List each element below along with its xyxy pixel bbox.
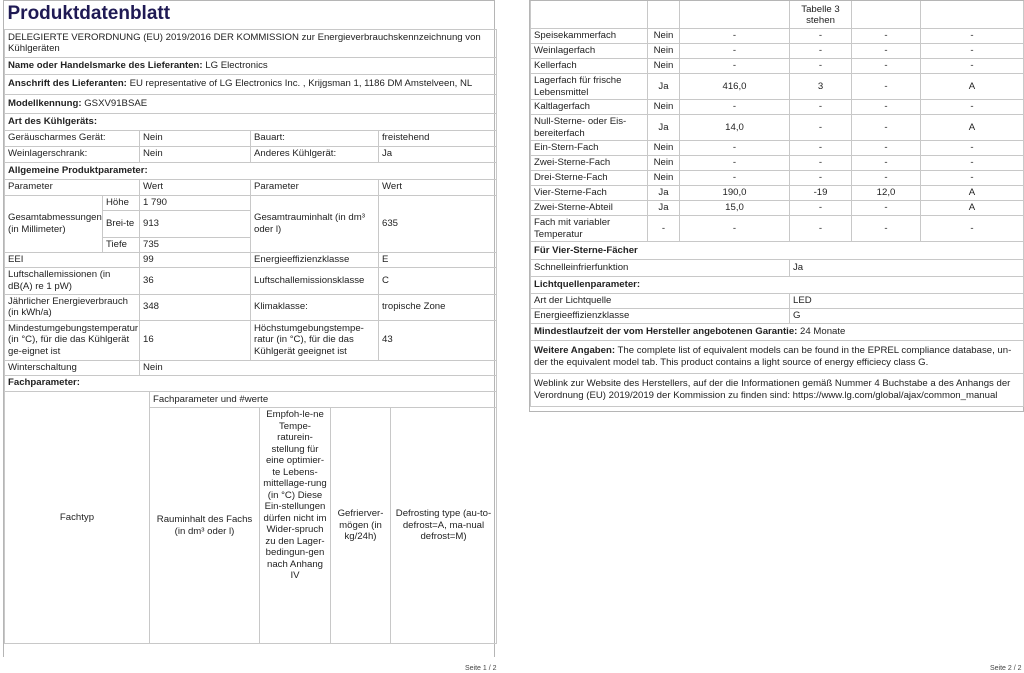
compartment-volume-header: Rauminhalt des Fachs (in dm³ oder l) (150, 408, 260, 644)
compartment-volume: - (680, 171, 790, 186)
width-label: Brei-te (103, 210, 140, 237)
compartment-present: Nein (648, 156, 680, 171)
compartment-row (531, 115, 1024, 141)
page-2-frame (529, 0, 1024, 412)
compartment-row (531, 171, 1024, 186)
compartment-present: Ja (648, 74, 680, 100)
guarantee-label: Mindestlaufzeit der vom Hersteller angebotenen Garantie: (534, 325, 798, 337)
compartment-rows-table (530, 29, 1024, 243)
light-class-label: Energieeffizienzklasse (531, 308, 790, 323)
compartment-volume: - (680, 100, 790, 115)
param-label: Mindestumgebungstemperatur (in °C), für die das Kühlgerät ge-eignet ist (5, 320, 140, 360)
guarantee-row (531, 323, 1024, 340)
supplier-address: EU representative of LG Electronics Inc. , Krijgsman 1, 1186 DM Amstelveen, NL (129, 78, 473, 90)
compartment-row (531, 100, 1024, 115)
model-label: Modellkennung: (8, 97, 82, 109)
compartment-volume: - (680, 59, 790, 74)
compartment-type: Weinlagerfach (531, 44, 648, 59)
compartment-volume: - (680, 156, 790, 171)
compartment-header-table (4, 392, 497, 645)
param-value: 16 (140, 320, 251, 360)
compartment-defrost: - (921, 29, 1024, 44)
compartment-freeze: - (852, 171, 921, 186)
total-volume-label: Gesamtrauminhalt (in dm³ oder l) (251, 195, 379, 252)
compartment-temp: - (790, 59, 852, 74)
compartment-freeze: 12,0 (852, 186, 921, 201)
compartment-temp: - (790, 100, 852, 115)
page-title: Produktdatenblatt (5, 1, 497, 29)
compartment-freeze: - (852, 216, 921, 242)
further-info-text: The complete list of equivalent models can be found in the EPREL compliance database, un-der the equivalent model tab. This product contains a light source of energy efficiecy class G. (534, 345, 1012, 368)
compartment-params-header: Fachparameter und #werte (150, 392, 497, 408)
compartment-present: Nein (648, 100, 680, 115)
param-row (5, 320, 497, 360)
compartment-type: Drei-Sterne-Fach (531, 171, 648, 186)
param-label: Luftschallemissionen (in dB(A) re 1 pW) (5, 267, 140, 294)
guarantee-value: 24 Monate (800, 325, 846, 337)
param-label: Höchstumgebungstempe-ratur (in °C), für die das Kühlgerät geeignet ist (251, 320, 379, 360)
light-type-label: Art der Lichtquelle (531, 293, 790, 308)
compartment-temp: - (790, 44, 852, 59)
supplier-address-label: Anschrift des Lieferanten: (8, 78, 127, 90)
compartment-volume: 416,0 (680, 74, 790, 100)
param-header: Parameter (251, 179, 379, 195)
depth-label: Tiefe (103, 237, 140, 252)
param-label: EEI (5, 252, 140, 267)
page2-info-table (530, 242, 1024, 407)
param-value: 348 (140, 294, 251, 320)
compartment-freeze: - (852, 29, 921, 44)
compartment-defrost: - (921, 44, 1024, 59)
appliance-label: Bauart: (251, 130, 379, 146)
param-label: Klimaklasse: (251, 294, 379, 320)
compartment-temp-header: Empfoh-le-ne Tempe-raturein-stellung für eine optimier-te Lebens-mittellage-rung (in °C) Diese Ein-stellungen dürfen nicht im Wider-spruch zu den Lager-bedingun-gen nach Anhang IV (260, 408, 331, 644)
height-label: Höhe (103, 195, 140, 210)
compartment-present: Nein (648, 44, 680, 59)
param-row (5, 252, 497, 267)
regulation-text: DELEGIERTE VERORDNUNG (EU) 2019/2016 DER KOMMISSION zur Energieverbrauchskennzeichnung von Kühlgeräten (5, 29, 497, 57)
compartment-defrost-header: Defrosting type (au-to-defrost=A, ma-nual defrost=M) (391, 408, 497, 644)
compartment-type: Kaltlagerfach (531, 100, 648, 115)
compartment-freeze: - (852, 44, 921, 59)
page-2 (522, 0, 1024, 673)
param-label: Jährlicher Energieverbrauch (in kWh/a) (5, 294, 140, 320)
compartment-freeze: - (852, 74, 921, 100)
param-row (5, 294, 497, 320)
compartment-defrost: A (921, 186, 1024, 201)
fast-freeze-label: Schnelleinfrierfunktion (531, 259, 790, 276)
weblink-row (531, 373, 1024, 406)
compartment-defrost: - (921, 156, 1024, 171)
appliance-value: Ja (379, 146, 497, 162)
compartment-row (531, 141, 1024, 156)
compartment-freeze: - (852, 156, 921, 171)
compartment-volume: - (680, 216, 790, 242)
further-info-row (531, 340, 1024, 373)
param-value: tropische Zone (379, 294, 497, 320)
datasheet-table-1 (4, 1, 497, 392)
compartment-volume: - (680, 141, 790, 156)
param-label: Energieeffizienzklasse (251, 252, 379, 267)
param-value: 99 (140, 252, 251, 267)
compartment-row (531, 29, 1024, 44)
compartment-volume: - (680, 44, 790, 59)
compartment-type: Null-Sterne- oder Eis-bereiterfach (531, 115, 648, 141)
appliance-value: Nein (140, 146, 251, 162)
compartment-present: - (648, 216, 680, 242)
compartment-type: Kellerfach (531, 59, 648, 74)
compartment-freeze: - (852, 59, 921, 74)
param-value: 43 (379, 320, 497, 360)
param-value: E (379, 252, 497, 267)
compartment-freeze: - (852, 141, 921, 156)
appliance-label: Geräuscharmes Gerät: (5, 130, 140, 146)
compartment-temp: - (790, 29, 852, 44)
page-1-frame (3, 0, 495, 657)
compartment-row (531, 216, 1024, 242)
winter-value: Nein (140, 360, 497, 375)
supplier-name-row (5, 57, 497, 74)
compartment-volume: 15,0 (680, 201, 790, 216)
appliance-value: freistehend (379, 130, 497, 146)
value-header: Wert (379, 179, 497, 195)
light-class-value: G (790, 308, 1024, 323)
winter-label: Winterschaltung (5, 360, 140, 375)
appliance-row (5, 146, 497, 162)
light-source-heading: Lichtquellenparameter: (531, 276, 1024, 293)
page-number: Seite 2 / 2 (990, 665, 1022, 672)
general-parameters-heading: Allgemeine Produktparameter: (5, 162, 497, 179)
compartment-temp: - (790, 115, 852, 141)
compartment-row (531, 201, 1024, 216)
compartment-freeze: - (852, 100, 921, 115)
compartment-defrost: - (921, 100, 1024, 115)
weblink-text: Weblink zur Website des Herstellers, auf der die Informationen gemäß Nummer 4 Buchstabe a des Anhangs der Verordnung (EU) 2019/2019 der Kommission zu finden sind: (534, 378, 1011, 401)
appliance-label: Weinlagerschrank: (5, 146, 140, 162)
compartment-type: Ein-Stern-Fach (531, 141, 648, 156)
compartment-freeze: - (852, 115, 921, 141)
weblink-url[interactable]: https://www.lg.com/global/ajax/common_manual (792, 389, 998, 401)
compartment-present: Ja (648, 115, 680, 141)
further-info-label: Weitere Angaben: (534, 345, 616, 356)
page-number: Seite 1 / 2 (465, 665, 497, 672)
compartment-defrost: A (921, 74, 1024, 100)
compartment-volume: 190,0 (680, 186, 790, 201)
total-volume-value: 635 (379, 195, 497, 252)
supplier-name-label: Name oder Handelsmarke des Lieferanten: (8, 59, 203, 71)
value-header: Wert (140, 179, 251, 195)
model-id: GSXV91BSAE (84, 97, 148, 109)
compartment-temp: - (790, 216, 852, 242)
light-type-value: LED (790, 293, 1024, 308)
compartment-rows (531, 29, 1024, 242)
compartment-type: Zwei-Sterne-Fach (531, 156, 648, 171)
page-1 (0, 0, 500, 673)
compartment-type: Zwei-Sterne-Abteil (531, 201, 648, 216)
compartment-temp: - (790, 156, 852, 171)
model-row (5, 94, 497, 113)
param-value: 36 (140, 267, 251, 294)
compartment-present: Ja (648, 186, 680, 201)
dimensions-label: Gesamtabmessungen (in Millimeter) (5, 195, 103, 252)
compartment-row (531, 59, 1024, 74)
table-note-cell: Tabelle 3 stehen (790, 1, 852, 28)
compartment-defrost: A (921, 115, 1024, 141)
compartment-type-header: Fachtyp (5, 392, 150, 644)
compartment-defrost: - (921, 59, 1024, 74)
compartment-present: Nein (648, 29, 680, 44)
compartment-row (531, 156, 1024, 171)
compartment-defrost: - (921, 216, 1024, 242)
compartment-type: Vier-Sterne-Fach (531, 186, 648, 201)
supplier-name: LG Electronics (205, 59, 268, 71)
compartment-present: Nein (648, 171, 680, 186)
compartment-type: Speisekammerfach (531, 29, 648, 44)
appliance-type-heading: Art des Kühlgeräts: (5, 113, 497, 130)
compartment-present: Nein (648, 59, 680, 74)
compartment-defrost: - (921, 141, 1024, 156)
width-value: 913 (140, 210, 251, 237)
compartment-type: Lagerfach für frische Lebensmittel (531, 74, 648, 100)
compartment-temp: 3 (790, 74, 852, 100)
compartment-row (531, 186, 1024, 201)
winter-row (5, 360, 497, 375)
compartment-present: Ja (648, 201, 680, 216)
supplier-address-row (5, 74, 497, 94)
appliance-row (5, 130, 497, 146)
compartment-type: Fach mit variabler Temperatur (531, 216, 648, 242)
four-star-heading: Für Vier-Sterne-Fächer (531, 242, 1024, 259)
compartment-defrost: - (921, 171, 1024, 186)
height-value: 1 790 (140, 195, 251, 210)
param-header: Parameter (5, 179, 140, 195)
depth-value: 735 (140, 237, 251, 252)
compartment-freeze: - (852, 201, 921, 216)
param-label: Luftschallemissionsklasse (251, 267, 379, 294)
compartment-volume: 14,0 (680, 115, 790, 141)
appliance-value: Nein (140, 130, 251, 146)
compartment-temp: - (790, 201, 852, 216)
compartment-parameters-heading: Fachparameter: (5, 375, 497, 391)
appliance-label: Anderes Kühlgerät: (251, 146, 379, 162)
compartment-temp: - (790, 171, 852, 186)
compartment-present: Nein (648, 141, 680, 156)
compartment-table (530, 1, 1024, 29)
compartment-freeze-header: Gefrierver-mögen (in kg/24h) (331, 408, 391, 644)
compartment-temp: -19 (790, 186, 852, 201)
compartment-row (531, 44, 1024, 59)
param-value: C (379, 267, 497, 294)
param-header-row (5, 179, 497, 195)
compartment-row (531, 74, 1024, 100)
param-row (5, 267, 497, 294)
compartment-volume: - (680, 29, 790, 44)
compartment-defrost: A (921, 201, 1024, 216)
fast-freeze-value: Ja (790, 259, 1024, 276)
compartment-temp: - (790, 141, 852, 156)
